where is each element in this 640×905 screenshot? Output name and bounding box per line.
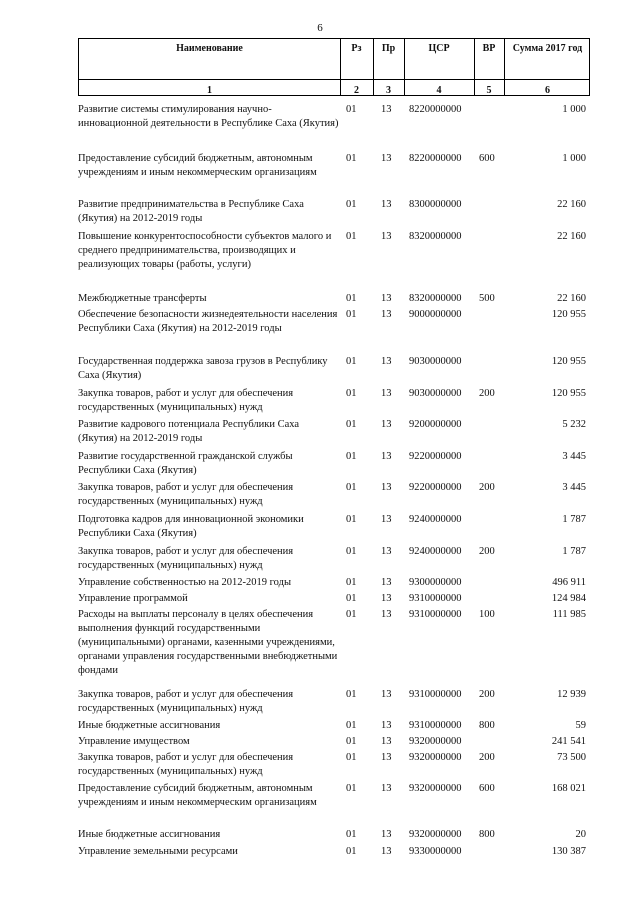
row-name: Развитие кадрового потенциала Республики Саха (Якутия) на 2012-2019 годы: [78, 419, 300, 444]
row-pr: 13: [381, 593, 392, 604]
row-sum: 22 160: [557, 231, 586, 242]
row-csr: 9330000000: [409, 846, 462, 857]
row-name: Иные бюджетные ассигнования: [78, 829, 221, 840]
row-rz: 01: [346, 104, 357, 115]
table-header: [78, 38, 590, 96]
row-csr: 9030000000: [409, 356, 462, 367]
row-rz: 01: [346, 514, 357, 525]
row-sum: 496 911: [552, 577, 586, 588]
row-rz: 01: [346, 720, 357, 731]
row-vr: 200: [479, 482, 495, 493]
row-sum: 168 021: [551, 783, 586, 794]
row-name: Закупка товаров, работ и услуг для обеспечения государственных (муниципальных) нужд: [78, 752, 294, 777]
row-name: Управление имуществом: [78, 736, 190, 747]
row-pr: 13: [381, 546, 392, 557]
row-name: Закупка товаров, работ и услуг для обеспечения государственных (муниципальных) нужд: [78, 546, 294, 571]
row-sum: 73 500: [557, 752, 586, 763]
row-name: Межбюджетные трансферты: [78, 293, 207, 304]
row-csr: 9320000000: [409, 736, 462, 747]
row-pr: 13: [381, 514, 392, 525]
row-csr: 9320000000: [409, 783, 462, 794]
header-name-cell: [79, 39, 340, 95]
row-pr: 13: [381, 104, 392, 115]
row-sum: 20: [575, 829, 586, 840]
row-name: Предоставление субсидий бюджетным, автономным учреждениям и иным некоммерческим организациям: [78, 783, 317, 808]
row-rz: 01: [346, 153, 357, 164]
row-sum: 130 387: [551, 846, 586, 857]
row-sum: 1 787: [562, 546, 586, 557]
row-rz: 01: [346, 451, 357, 462]
row-rz: 01: [346, 593, 357, 604]
row-csr: 8220000000: [409, 104, 462, 115]
header-vr-cell: [474, 39, 504, 95]
row-sum: 5 232: [562, 419, 586, 430]
row-csr: 9310000000: [409, 609, 462, 620]
row-vr: 200: [479, 689, 495, 700]
row-csr: 9320000000: [409, 752, 462, 763]
row-pr: 13: [381, 577, 392, 588]
header-num-5: 5: [486, 85, 492, 96]
row-csr: 8320000000: [409, 231, 462, 242]
header-num-3: 3: [386, 85, 391, 96]
row-csr: 9310000000: [409, 593, 462, 604]
row-rz: 01: [346, 293, 357, 304]
row-rz: 01: [346, 752, 357, 763]
row-rz: 01: [346, 783, 357, 794]
row-vr: 800: [479, 720, 495, 731]
header-vr: ВР: [482, 43, 496, 54]
row-csr: 9030000000: [409, 388, 462, 399]
row-pr: 13: [381, 736, 392, 747]
row-sum: 1 000: [562, 104, 586, 115]
row-pr: 13: [381, 720, 392, 731]
header-num-6: 6: [545, 85, 550, 96]
row-name: Развитие государственной гражданской службы Республики Саха (Якутия): [78, 451, 293, 476]
row-pr: 13: [381, 609, 392, 620]
row-vr: 800: [479, 829, 495, 840]
row-sum: 1 000: [562, 153, 586, 164]
row-name: Иные бюджетные ассигнования: [78, 720, 221, 731]
row-vr: 100: [479, 609, 495, 620]
row-rz: 01: [346, 546, 357, 557]
row-csr: 9200000000: [409, 419, 462, 430]
header-num-1: 1: [207, 85, 212, 96]
row-name: Управление программой: [78, 593, 188, 604]
row-sum: 120 955: [551, 309, 586, 320]
header-rz-cell: [340, 39, 373, 95]
row-vr: 500: [479, 293, 495, 304]
header-csr: ЦСР: [428, 43, 450, 54]
row-csr: 9000000000: [409, 309, 462, 320]
row-sum: 120 955: [551, 356, 586, 367]
row-sum: 22 160: [557, 293, 586, 304]
row-rz: 01: [346, 199, 357, 210]
row-pr: 13: [381, 199, 392, 210]
row-pr: 13: [381, 689, 392, 700]
row-pr: 13: [381, 388, 392, 399]
header-pr: Пр: [381, 43, 396, 54]
row-csr: 8320000000: [409, 293, 462, 304]
row-sum: 3 445: [562, 451, 586, 462]
row-name: Управление собственностью на 2012-2019 годы: [78, 577, 292, 588]
row-rz: 01: [346, 577, 357, 588]
row-sum: 111 985: [552, 609, 586, 620]
row-name: Закупка товаров, работ и услуг для обеспечения государственных (муниципальных) нужд: [78, 482, 294, 507]
page-number: 6: [317, 22, 323, 34]
row-rz: 01: [346, 356, 357, 367]
row-name: Подготовка кадров для инновационной экономики Республики Саха (Якутия): [78, 514, 304, 539]
row-csr: 9240000000: [409, 514, 462, 525]
row-name: Обеспечение безопасности жизнедеятельности населения Республики Саха (Якутия) на 2012-2019 годы: [78, 309, 338, 334]
row-name: Управление земельными ресурсами: [78, 846, 238, 857]
header-pr-cell: [373, 39, 404, 95]
row-pr: 13: [381, 231, 392, 242]
header-sum: Сумма 2017 год: [512, 43, 583, 54]
row-pr: 13: [381, 829, 392, 840]
row-rz: 01: [346, 846, 357, 857]
row-name: Повышение конкурентоспособности субъектов малого и среднего предпринимательства, производящих и реализующих товары (работы, услуги): [78, 231, 332, 270]
row-csr: 8300000000: [409, 199, 462, 210]
row-pr: 13: [381, 153, 392, 164]
header-rz: Рз: [351, 43, 362, 54]
row-csr: 9310000000: [409, 689, 462, 700]
row-sum: 3 445: [562, 482, 586, 493]
row-csr: 9220000000: [409, 451, 462, 462]
row-vr: 200: [479, 752, 495, 763]
header-sum-cell: [504, 39, 591, 95]
row-sum: 1 787: [562, 514, 586, 525]
row-name: Закупка товаров, работ и услуг для обеспечения государственных (муниципальных) нужд: [78, 388, 294, 413]
row-pr: 13: [381, 752, 392, 763]
row-pr: 13: [381, 482, 392, 493]
header-num-2: 2: [354, 85, 359, 96]
row-pr: 13: [381, 293, 392, 304]
row-vr: 200: [479, 546, 495, 557]
row-csr: 8220000000: [409, 153, 462, 164]
row-sum: 120 955: [551, 388, 586, 399]
row-name: Развитие системы стимулирования научно-инновационной деятельности в Республике Саха (Якутия): [78, 104, 339, 129]
row-name: Государственная поддержка завоза грузов в Республику Саха (Якутия): [78, 356, 328, 381]
row-name: Предоставление субсидий бюджетным, автономным учреждениям и иным некоммерческим организациям: [78, 153, 317, 178]
row-sum: 241 541: [551, 736, 586, 747]
row-csr: 9240000000: [409, 546, 462, 557]
row-rz: 01: [346, 829, 357, 840]
row-sum: 59: [575, 720, 586, 731]
row-name: Расходы на выплаты персоналу в целях обеспечения выполнения функций государственными (муниципальными) органами, казенными учреждениями, органами управления государственными внебюджетными фондами: [78, 609, 338, 676]
row-sum: 22 160: [557, 199, 586, 210]
row-vr: 600: [479, 153, 495, 164]
row-rz: 01: [346, 609, 357, 620]
row-csr: 9300000000: [409, 577, 462, 588]
row-rz: 01: [346, 482, 357, 493]
row-rz: 01: [346, 388, 357, 399]
row-pr: 13: [381, 419, 392, 430]
row-csr: 9220000000: [409, 482, 462, 493]
row-pr: 13: [381, 309, 392, 320]
row-pr: 13: [381, 846, 392, 857]
row-sum: 12 939: [557, 689, 586, 700]
row-name: Закупка товаров, работ и услуг для обеспечения государственных (муниципальных) нужд: [78, 689, 294, 714]
row-rz: 01: [346, 689, 357, 700]
row-csr: 9320000000: [409, 829, 462, 840]
row-name: Развитие предпринимательства в Республике Саха (Якутия) на 2012-2019 годы: [78, 199, 304, 224]
row-rz: 01: [346, 736, 357, 747]
row-pr: 13: [381, 356, 392, 367]
header-name: Наименование: [176, 43, 243, 54]
row-rz: 01: [346, 419, 357, 430]
row-pr: 13: [381, 783, 392, 794]
header-csr-cell: [404, 39, 474, 95]
row-sum: 124 984: [551, 593, 586, 604]
row-csr: 9310000000: [409, 720, 462, 731]
header-num-4: 4: [436, 85, 442, 96]
row-rz: 01: [346, 309, 357, 320]
row-vr: 600: [479, 783, 495, 794]
row-pr: 13: [381, 451, 392, 462]
row-vr: 200: [479, 388, 495, 399]
row-rz: 01: [346, 231, 357, 242]
